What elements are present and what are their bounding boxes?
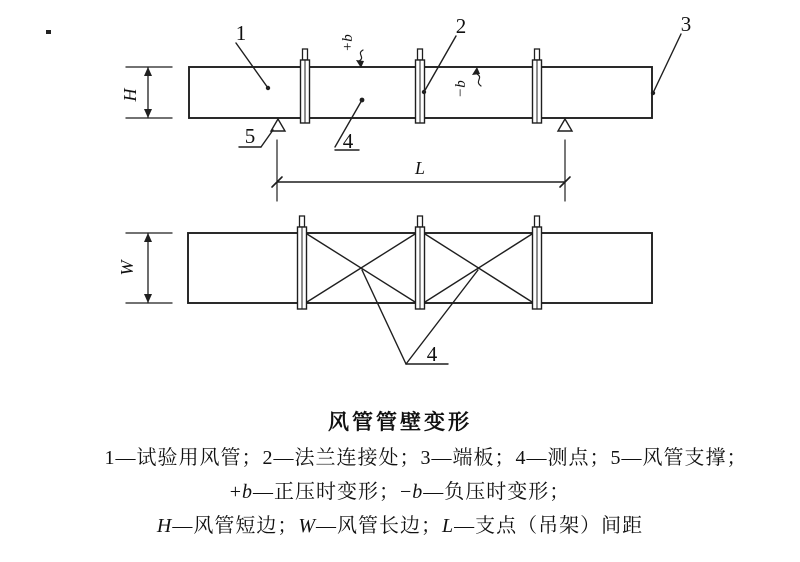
callout-4-label: 4 bbox=[426, 342, 438, 366]
flange-connection bbox=[533, 216, 542, 309]
flange-bolt bbox=[535, 216, 540, 227]
leader-line bbox=[424, 36, 456, 92]
plus-b-label: +b bbox=[340, 34, 356, 52]
callout-3-label: 3 bbox=[680, 12, 692, 36]
legend-segment: W bbox=[298, 515, 316, 537]
callout-5-label: 5 bbox=[244, 124, 256, 148]
legend-segment: —风管长边； bbox=[316, 515, 442, 537]
flange-bolt bbox=[300, 216, 305, 227]
legend-segment: H bbox=[156, 515, 173, 537]
flange-connection bbox=[298, 216, 307, 309]
dimension-h bbox=[120, 67, 172, 118]
arrow-down-icon bbox=[144, 109, 152, 118]
legend-segment: − bbox=[400, 481, 413, 503]
leader-line bbox=[362, 270, 406, 364]
legend-segment: b bbox=[242, 481, 253, 503]
legend-line-deformation bbox=[0, 479, 800, 506]
annotation-plus-b bbox=[340, 34, 364, 68]
legend-line-dimensions bbox=[0, 513, 800, 540]
arrow-down-icon bbox=[144, 294, 152, 303]
leader-dot bbox=[266, 86, 270, 90]
legend-segment: + bbox=[229, 481, 242, 503]
support-triangle-right bbox=[558, 119, 572, 131]
leader-line bbox=[261, 130, 273, 147]
support-triangle-left bbox=[271, 119, 285, 131]
minus-b-label: −b bbox=[453, 80, 469, 98]
annotation-minus-b bbox=[453, 67, 481, 98]
legend-segment: b bbox=[412, 481, 424, 503]
leader-dot bbox=[422, 90, 426, 94]
callout-1 bbox=[236, 21, 270, 90]
dimension-w bbox=[117, 233, 172, 303]
leader-line bbox=[653, 34, 681, 93]
dimension-h-label: H bbox=[120, 88, 140, 102]
flange-connection bbox=[416, 216, 425, 309]
legend-line-callouts bbox=[26, 445, 800, 472]
legend-segment: L bbox=[442, 515, 455, 537]
callout-1-label: 1 bbox=[235, 21, 247, 45]
flange-bolt bbox=[418, 49, 423, 60]
arrowhead-icon bbox=[472, 67, 480, 75]
legend-segment: —正压时变形； bbox=[253, 481, 400, 503]
dimension-l bbox=[272, 140, 570, 201]
legend-segment: —负压时变形； bbox=[423, 481, 571, 503]
leader-dot bbox=[651, 91, 655, 95]
callout-3 bbox=[651, 12, 691, 95]
squiggle-leader bbox=[359, 50, 363, 61]
callout-2-label: 2 bbox=[455, 14, 467, 38]
leader-line bbox=[236, 43, 268, 88]
arrow-up-icon bbox=[144, 233, 152, 242]
bottom-view-duct-plan bbox=[117, 216, 652, 366]
callout-4-label: 4 bbox=[342, 129, 354, 153]
dimension-l-label: L bbox=[414, 158, 426, 178]
figure-title: 风管管壁变形 bbox=[328, 410, 472, 434]
top-view-duct-elevation bbox=[120, 12, 691, 201]
flange-connection bbox=[533, 49, 542, 123]
legend-segment: 1—试验用风管；2—法兰连接处；3—端板；4—测点；5—风管支撑； bbox=[104, 447, 748, 469]
flange-bolt bbox=[418, 216, 423, 227]
callout-5 bbox=[239, 124, 273, 148]
flange-bolt bbox=[535, 49, 540, 60]
dimension-w-label: W bbox=[117, 260, 137, 276]
flange-bolt bbox=[303, 49, 308, 60]
legend-segment: —支点（吊架）间距 bbox=[454, 515, 644, 537]
flange-connection bbox=[301, 49, 310, 123]
arrow-up-icon bbox=[144, 67, 152, 76]
legend-segment: —风管短边； bbox=[172, 515, 299, 537]
callout-4-top bbox=[335, 98, 364, 153]
flange-connection bbox=[416, 49, 425, 123]
squiggle-leader bbox=[477, 74, 481, 86]
